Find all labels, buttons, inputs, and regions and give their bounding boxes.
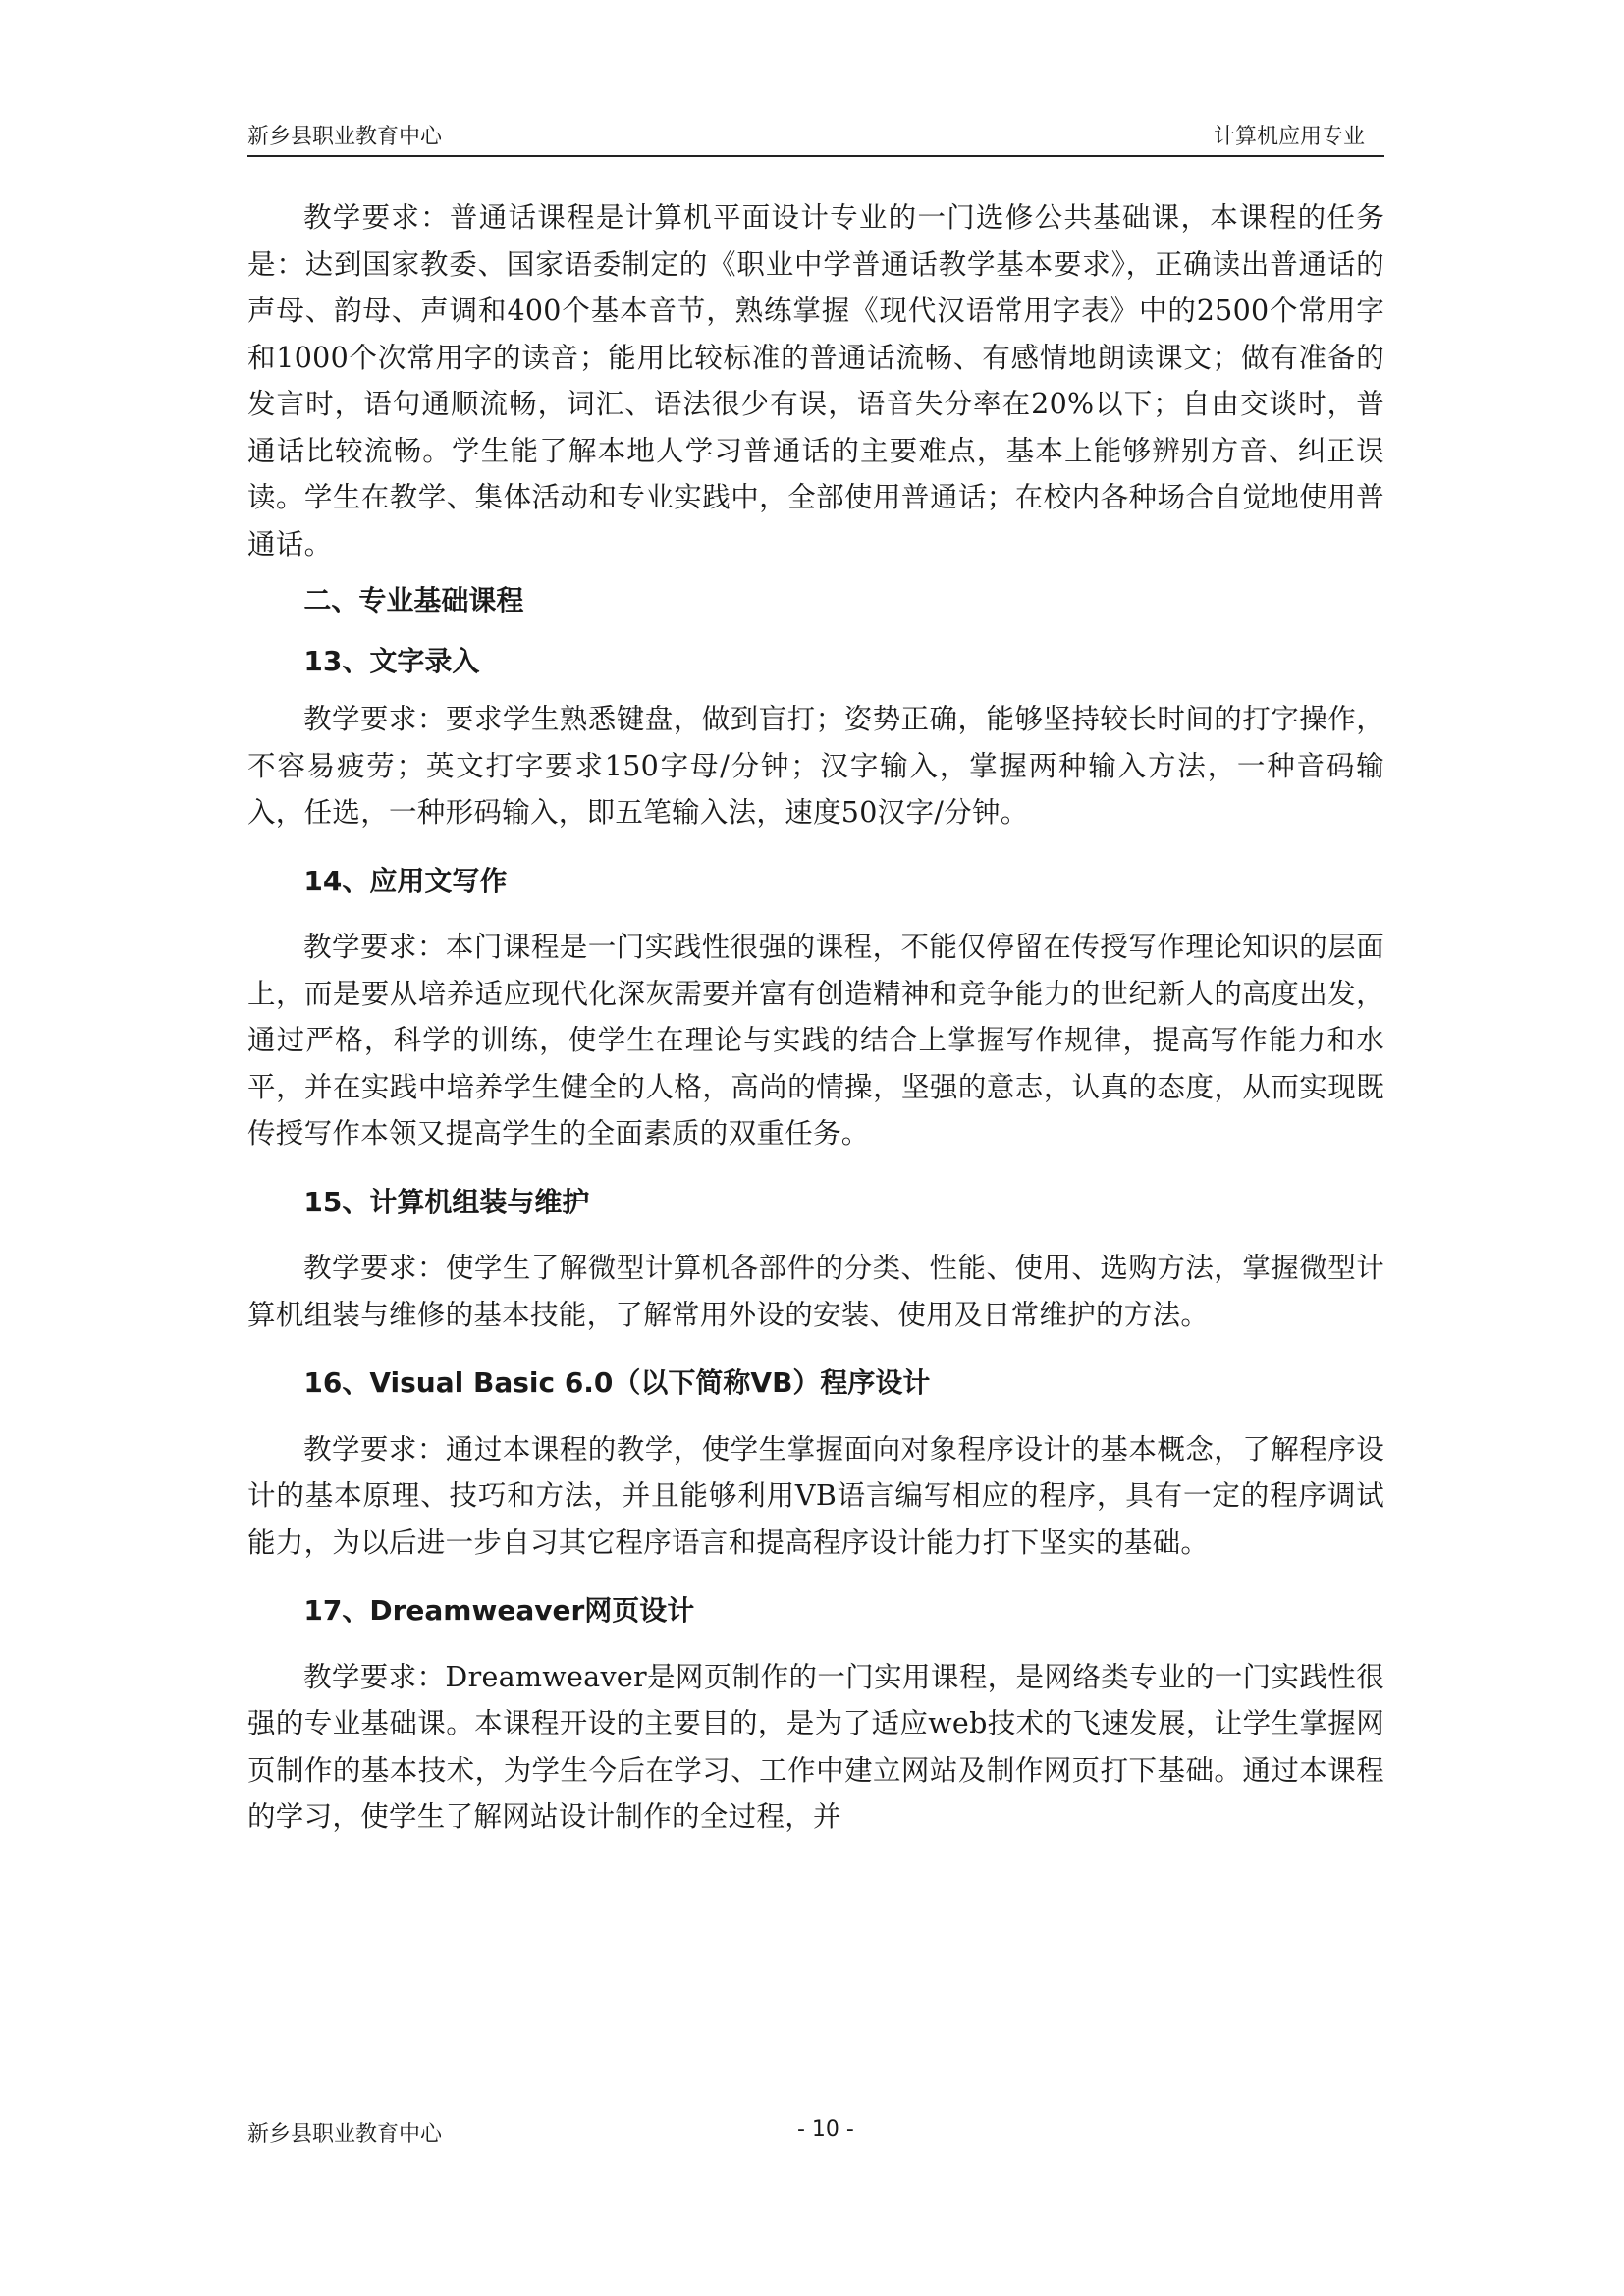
paragraph-course-16: 教学要求：通过本课程的教学，使学生掌握面向对象程序设计的基本概念，了解程序设计的基本原理、技巧和方法，并且能够利用VB语言编写相应的程序，具有一定的程序调试能力，为以后进一步自习其它程序语言和提高程序设计能力打下坚实的基础。: [247, 1432, 1384, 1559]
course-heading-17: 17、Dreamweaver网页设计: [303, 1594, 695, 1627]
course-heading-14: 14、应用文写作: [303, 864, 508, 897]
paragraph-course-13: 教学要求：要求学生熟悉键盘，做到盲打；姿势正确，能够坚持较长时间的打字操作，不容易疲劳；英文打字要求150字母/分钟；汉字输入，掌握两种输入方法，一种音码输入，任选，一种形码输入，即五笔输入法，速度50汉字/分钟。: [247, 703, 1384, 828]
page-body: [247, 194, 1384, 1841]
section-heading-professional-basic-courses: 二、专业基础课程: [303, 584, 524, 616]
page-header: [247, 110, 1384, 157]
header-school-name: 新乡县职业教育中心: [247, 125, 443, 149]
header-major-name: 计算机应用专业: [1213, 125, 1365, 149]
course-heading-16: 16、Visual Basic 6.0（以下简称VB）程序设计: [303, 1366, 931, 1399]
paragraph-putonghua-requirements: 教学要求：普通话课程是计算机平面设计专业的一门选修公共基础课，本课程的任务是：达到国家教委、国家语委制定的《职业中学普通话教学基本要求》，正确读出普通话的声母、韵母、声调和400个基本音节，熟练掌握《现代汉语常用字表》中的2500个常用字和1000个次常用字的读音；能用比较标准的普通话流畅、有感情地朗读课文；做有准备的发言时，语句通顺流畅，词汇、语法很少有误，语音失分率在20%以下；自由交谈时，普通话比较流畅。学生能了解本地人学习普通话的主要难点，基本上能够辨别方音、纠正误读。学生在教学、集体活动和专业实践中，全部使用普通话；在校内各种场合自觉地使用普通话。: [247, 201, 1384, 561]
paragraph-course-14: 教学要求：本门课程是一门实践性很强的课程，不能仅停留在传授写作理论知识的层面上，而是要从培养适应现代化深灰需要并富有创造精神和竞争能力的世纪新人的高度出发，通过严格，科学的训练，使学生在理论与实践的结合上掌握写作规律，提高写作能力和水平，并在实践中培养学生健全的人格，高尚的情操，坚强的意志，认真的态度，从而实现既传授写作本领又提高学生的全面素质的双重任务。: [247, 931, 1384, 1149]
footer-school-name: 新乡县职业教育中心: [247, 2122, 443, 2147]
paragraph-course-17: 教学要求：Dreamweaver是网页制作的一门实用课程，是网络类专业的一门实践性很强的专业基础课。本课程开设的主要目的，是为了适应web技术的飞速发展，让学生掌握网页制作的基本技术，为学生今后在学习、工作中建立网站及制作网页打下基础。通过本课程的学习，使学生了解网站设计制作的全过程，并: [247, 1660, 1384, 1833]
paragraph-course-15: 教学要求：使学生了解微型计算机各部件的分类、性能、使用、选购方法，掌握微型计算机组装与维修的基本技能，了解常用外设的安装、使用及日常维护的方法。: [247, 1252, 1384, 1331]
course-heading-13: 13、文字录入: [303, 644, 480, 677]
course-heading-15: 15、计算机组装与维护: [303, 1185, 590, 1218]
page-number: - 10 -: [797, 2117, 854, 2142]
